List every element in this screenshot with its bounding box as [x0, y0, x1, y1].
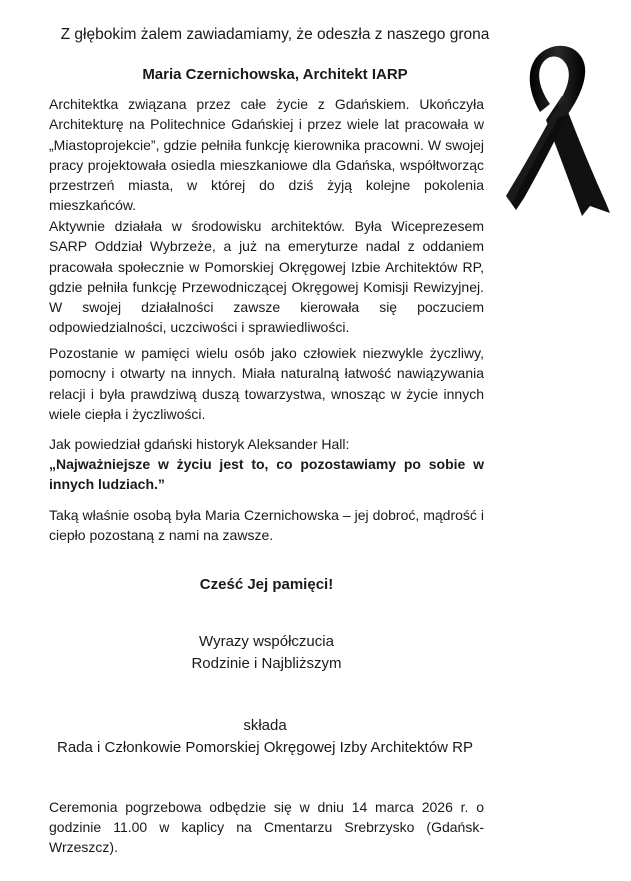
signature-from: Rada i Członkowie Pomorskiej Okręgowej Izby Architektów RP [57, 739, 473, 756]
condolence-line-1: Wyrazy współczucia [199, 633, 334, 650]
condolences [49, 631, 484, 675]
mourning-ribbon-icon [502, 38, 614, 218]
signature-block [30, 715, 500, 759]
deceased-name: Maria Czernichowska, Architekt IARP [142, 66, 408, 83]
quote-intro: Jak powiedział gdański historyk Aleksander Hall: [49, 436, 350, 452]
quote-text: „Najważniejsze w życiu jest to, co pozostawiamy po sobie w innych ludziach.” [49, 456, 484, 492]
paragraph-memory: Pozostanie w pamięci wielu osób jako człowiek niezwykle życzliwy, pomocny i otwarty na innych. Miała naturalną łatwość nawiązywania relacji i była prawdziwą duszą towarzystwa, wnosząc w życie innych wiele ciepła i życzliwości. [49, 345, 484, 422]
ceremony-info: Ceremonia pogrzebowa odbędzie się w dniu 14 marca 2026 r. o godzinie 11.00 w kaplicy na Cmentarzu Srebrzysko (Gdańsk-Wrzeszcz). [49, 799, 484, 855]
signature-label: składa [243, 717, 287, 734]
paragraph-tribute: Taką właśnie osobą była Maria Czernichowska – jej dobroć, mądrość i ciepło pozostaną z nami na zawsze. [49, 507, 484, 544]
paragraph-activity: Aktywnie działała w środowisku architektów. Była Wiceprezesem SARP Oddział Wybrzeże, a już na emeryturze nadal z oddaniem pracowała społecznie w Pomorskiej Okręgowej Izbie Architektów RP, gdzie pełniła funkcję Przewodniczącej Okręgowej Komisji Rewizyjnej. W swojej działalności zawsze kierowała się poczuciem odpowiedzialności, uczciwości i sprawiedliwości. [49, 218, 484, 336]
honor-line: Cześć Jej pamięci! [199, 576, 334, 593]
announcement-line: Z głębokim żalem zawiadamiamy, że odeszła z naszego grona [60, 26, 490, 43]
paragraph-career: Architektka związana przez całe życie z Gdańskiem. Ukończyła Architekturę na Politechnice Gdańskiej i przez wiele lat pracowała w „Miastoprojekcie”, gdzie pełniła funkcję kierownika pracowni. W swojej pracy projektowała osiedla mieszkaniowe dla Gdańska, współtworząc przestrzeń miasta, w której do dziś żyją kolejne pokolenia mieszkańców. [49, 96, 484, 214]
condolence-line-2: Rodzinie i Najbliższym [191, 655, 342, 672]
